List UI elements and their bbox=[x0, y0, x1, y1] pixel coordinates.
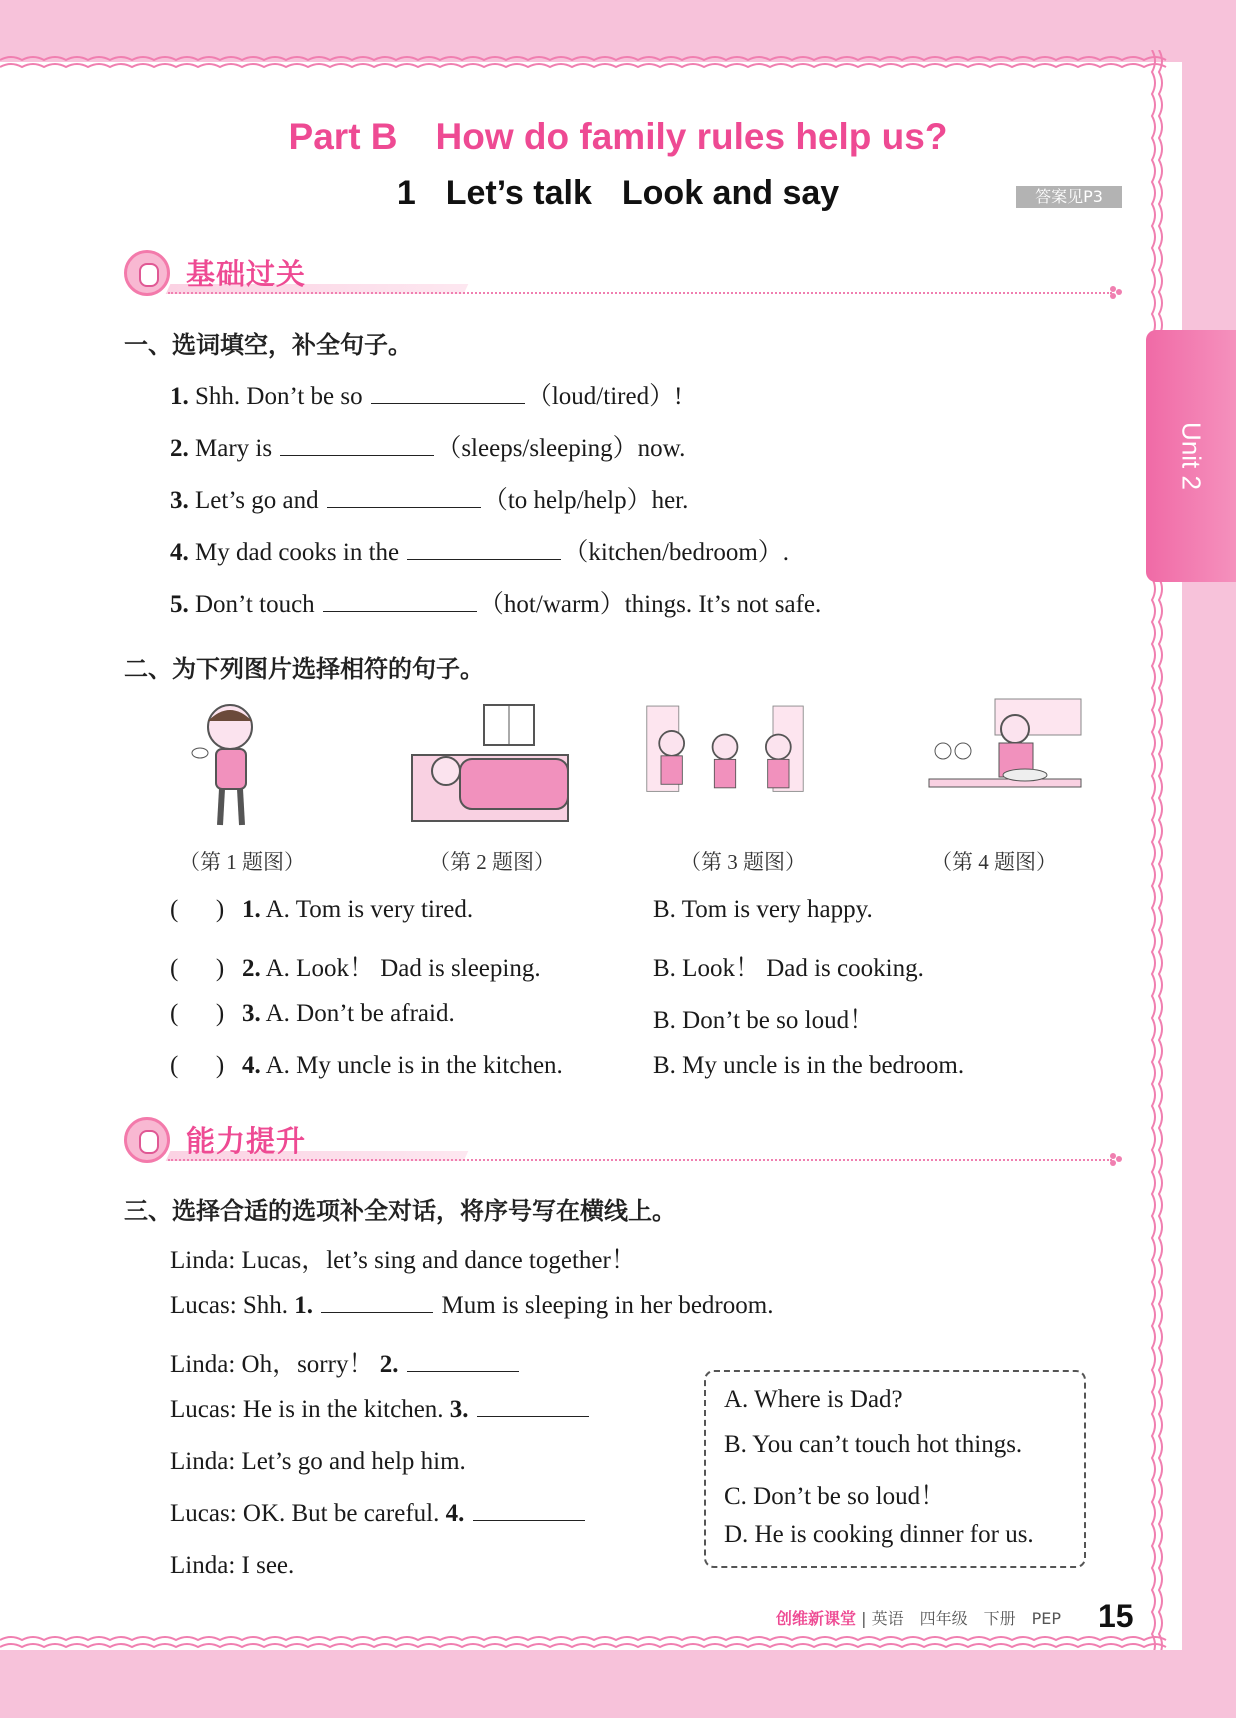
answer-blank[interactable] bbox=[280, 435, 434, 456]
mascot-icon bbox=[124, 250, 170, 296]
choice-row-4-b: B. My uncle is in the bedroom. bbox=[653, 1052, 965, 1079]
unit-tab bbox=[1146, 330, 1236, 582]
choice-row-1-b: B. Tom is very happy. bbox=[653, 896, 873, 923]
answer-reference-tag: 答案见P3 bbox=[1016, 186, 1122, 208]
fill-item-3: 3. Let’s go and （to help/help）her. bbox=[170, 487, 689, 514]
choice-row-2: ( ) 2. A. Look！ Dad is sleeping. bbox=[170, 955, 541, 982]
answer-paren[interactable]: ( ) bbox=[170, 896, 225, 923]
part-title bbox=[0, 116, 1236, 158]
caption-picture-3: （第 3 题图） bbox=[680, 850, 806, 874]
footer-brand: 创维新课堂 bbox=[776, 1609, 857, 1628]
answer-blank[interactable] bbox=[473, 1500, 585, 1521]
question-3-title: 三、选择合适的选项补全对话，将序号写在横线上。 bbox=[124, 1197, 676, 1225]
section-basic-header bbox=[124, 246, 1124, 302]
unit-tab-label: Unit 2 bbox=[1176, 422, 1207, 490]
fill-item-4: 4. My dad cooks in the （kitchen/bedroom）. bbox=[170, 539, 790, 566]
wavy-border-top-lines bbox=[0, 48, 1236, 78]
answer-blank[interactable] bbox=[477, 1396, 589, 1417]
dialogue-line-3: Linda: Oh，sorry！ 2. bbox=[170, 1344, 521, 1380]
section-basic-title: 基础过关 bbox=[186, 257, 307, 291]
cooking-uncle-illustration bbox=[925, 695, 1085, 830]
dotted-divider bbox=[168, 1159, 1112, 1161]
answer-paren[interactable]: ( ) bbox=[170, 955, 225, 982]
dialogue-line-7: Linda: I see. bbox=[170, 1552, 295, 1579]
choice-row-3: ( ) 3. A. Don’t be afraid. bbox=[170, 1000, 455, 1027]
answer-blank[interactable] bbox=[371, 383, 525, 404]
mascot-icon bbox=[124, 1117, 170, 1163]
lesson-number: 1 bbox=[396, 174, 416, 212]
part-question: How do family rules help us? bbox=[435, 116, 948, 157]
option-d: D. He is cooking dinner for us. bbox=[724, 1521, 1034, 1548]
answer-blank[interactable] bbox=[407, 1351, 519, 1372]
option-b: B. You can’t touch hot things. bbox=[724, 1431, 1023, 1458]
lesson-name-a: Let’s talk bbox=[445, 174, 592, 212]
choice-row-4: ( ) 4. A. My uncle is in the kitchen. bbox=[170, 1052, 563, 1079]
caption-picture-2: （第 2 题图） bbox=[429, 850, 555, 874]
part-label: Part B bbox=[288, 116, 398, 157]
choice-row-2-b: B. Look！ Dad is cooking. bbox=[653, 955, 924, 982]
page-number: 15 bbox=[1098, 1598, 1134, 1634]
dialogue-line-2: Lucas: Shh. 1. Mum is sleeping in her bedroom. bbox=[170, 1292, 774, 1319]
wavy-border-bottom bbox=[0, 1632, 1236, 1662]
choice-row-1: ( ) 1. A. Tom is very tired. bbox=[170, 896, 474, 923]
fill-item-1: 1. Shh. Don’t be so （loud/tired）! bbox=[170, 383, 683, 410]
dotted-divider bbox=[168, 292, 1112, 294]
dialogue-line-1: Linda: Lucas，let’s sing and dance together！ bbox=[170, 1247, 636, 1274]
three-girls-illustration bbox=[645, 695, 805, 830]
sleeping-dad-illustration bbox=[410, 695, 570, 830]
section-advanced-header bbox=[124, 1113, 1124, 1169]
section-advanced-title: 能力提升 bbox=[186, 1124, 307, 1158]
footer-info: 创维新课堂 | 英语 四年级 下册 PEP bbox=[776, 1609, 1061, 1628]
footer-book-info: 英语 四年级 下册 PEP bbox=[871, 1609, 1061, 1628]
caption-picture-4: （第 4 题图） bbox=[931, 850, 1057, 874]
options-box bbox=[704, 1370, 1086, 1568]
fill-item-2: 2. Mary is （sleeps/sleeping）now. bbox=[170, 435, 686, 462]
answer-paren[interactable]: ( ) bbox=[170, 1052, 225, 1079]
option-c: C. Don’t be so loud！ bbox=[724, 1483, 946, 1510]
dialogue-line-4: Lucas: He is in the kitchen. 3. bbox=[170, 1396, 591, 1424]
answer-blank[interactable] bbox=[327, 487, 481, 508]
fill-item-5: 5. Don’t touch （hot/warm）things. It’s not safe. bbox=[170, 591, 822, 618]
dialogue-line-6: Lucas: OK. But be careful. 4. bbox=[170, 1500, 587, 1528]
flower-dot-icon bbox=[1108, 284, 1124, 300]
option-a: A. Where is Dad? bbox=[724, 1386, 903, 1413]
question-1-title: 一、选词填空，补全句子。 bbox=[124, 331, 412, 359]
question-2-title: 二、为下列图片选择相符的句子。 bbox=[124, 655, 484, 683]
flower-dot-icon bbox=[1108, 1151, 1124, 1167]
wavy-border-right bbox=[1142, 50, 1172, 1650]
answer-paren[interactable]: ( ) bbox=[170, 1000, 225, 1027]
caption-picture-1: （第 1 题图） bbox=[179, 850, 305, 874]
dialogue-line-5: Linda: Let’s go and help him. bbox=[170, 1448, 466, 1475]
answer-blank[interactable] bbox=[407, 539, 561, 560]
choice-row-3-b: B. Don’t be so loud！ bbox=[653, 1007, 875, 1034]
answer-blank[interactable] bbox=[323, 591, 477, 612]
tired-boy-illustration bbox=[178, 695, 338, 830]
answer-blank[interactable] bbox=[321, 1292, 433, 1313]
lesson-name-b: Look and say bbox=[621, 174, 840, 212]
